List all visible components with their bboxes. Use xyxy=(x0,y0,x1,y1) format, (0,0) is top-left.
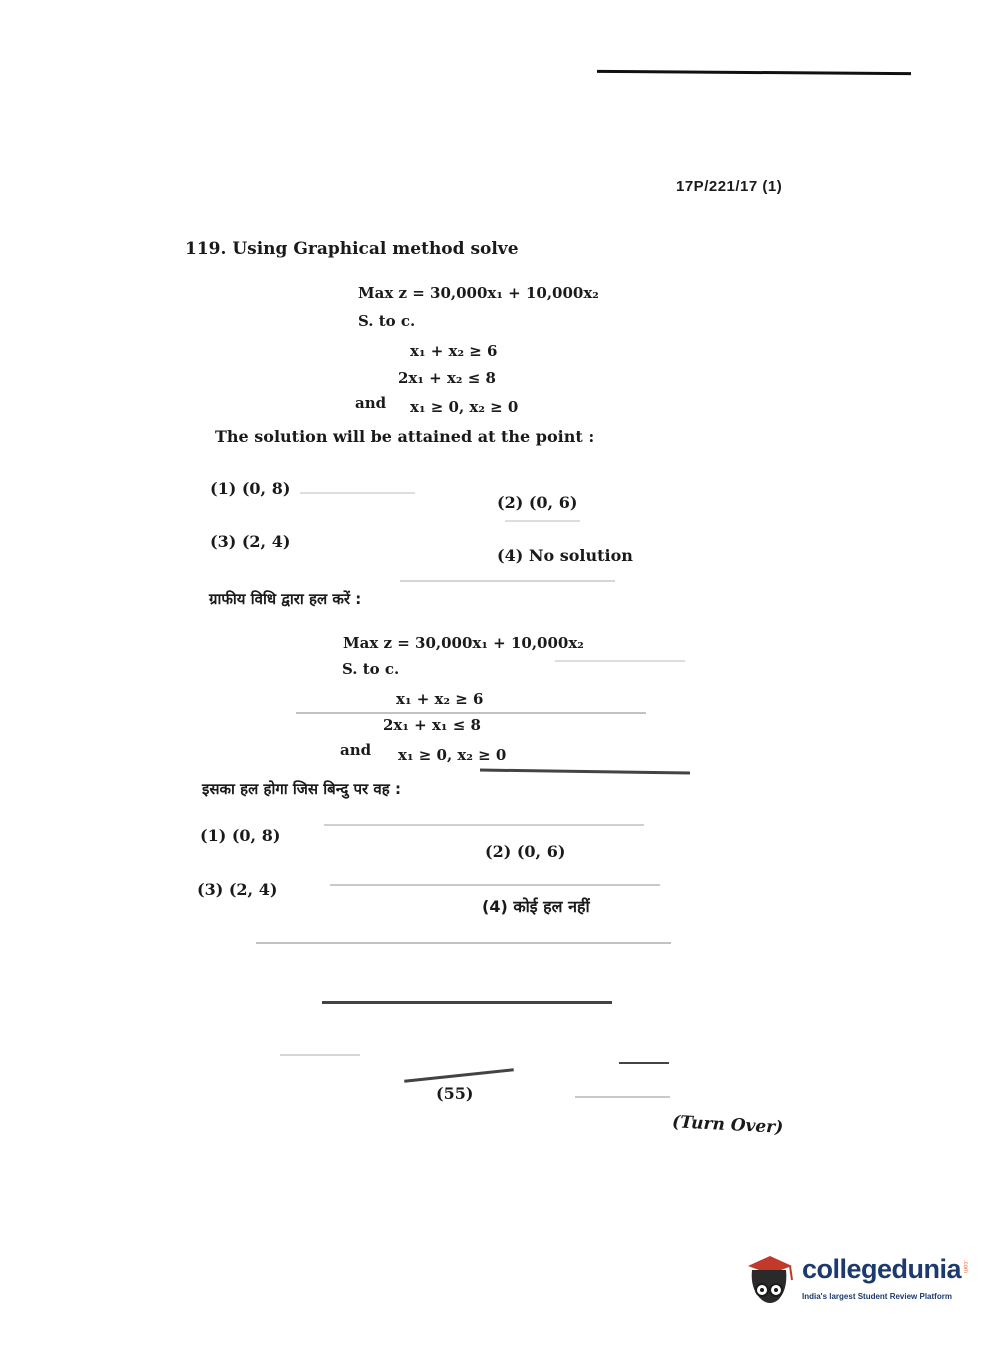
option-3-en: (3) (2, 4) xyxy=(210,532,291,551)
option-4-en: (4) No solution xyxy=(497,546,633,565)
scan-noise xyxy=(330,884,660,886)
mascot-icon xyxy=(742,1250,798,1308)
brand-name: collegedunia xyxy=(802,1254,962,1284)
scan-noise xyxy=(619,1062,669,1064)
option-3-hi: (3) (2, 4) xyxy=(197,880,278,899)
scan-noise xyxy=(296,712,646,714)
scan-noise xyxy=(256,942,671,944)
scan-noise xyxy=(480,769,690,775)
option-2-hi: (2) (0, 6) xyxy=(485,842,566,861)
question-prompt-en xyxy=(185,239,519,259)
turn-over-label: (Turn Over) xyxy=(671,1112,784,1138)
question-number: 119. xyxy=(185,239,227,259)
page-number: (55) xyxy=(436,1084,474,1103)
scan-noise xyxy=(404,1068,514,1082)
brand-domain: .com xyxy=(962,1260,968,1274)
scan-noise xyxy=(505,520,580,522)
question-stem-en: The solution will be attained at the point : xyxy=(215,427,595,446)
top-rule xyxy=(597,70,911,75)
scan-noise xyxy=(322,1001,612,1004)
and-label-en: and xyxy=(355,394,387,412)
option-2-en: (2) (0, 6) xyxy=(497,493,578,512)
nonneg-constraint-en: x₁ ≥ 0, x₂ ≥ 0 xyxy=(410,398,519,416)
nonneg-constraint-hi: x₁ ≥ 0, x₂ ≥ 0 xyxy=(398,746,507,764)
question-prompt-hi: ग्राफीय विधि द्वारा हल करें : xyxy=(209,590,362,608)
subject-to-hi: S. to c. xyxy=(342,660,400,678)
option-1-hi: (1) (0, 8) xyxy=(200,826,281,845)
scan-noise xyxy=(324,824,644,826)
brand-tagline: India's largest Student Review Platform xyxy=(802,1292,952,1301)
paper-code: 17P/221/17 (1) xyxy=(676,178,783,195)
constraint-1-hi: x₁ + x₂ ≥ 6 xyxy=(396,690,484,708)
option-1-en: (1) (0, 8) xyxy=(210,479,291,498)
scan-noise xyxy=(400,580,615,582)
subject-to-en: S. to c. xyxy=(358,312,416,330)
question-stem-hi: इसका हल होगा जिस बिन्दु पर वह : xyxy=(202,780,401,798)
objective-function-en: Max z = 30,000x₁ + 10,000x₂ xyxy=(358,284,599,302)
scan-noise xyxy=(555,660,685,662)
and-label-hi: and xyxy=(340,741,372,759)
question-prompt-text: Using Graphical method solve xyxy=(232,239,519,259)
constraint-1-en: x₁ + x₂ ≥ 6 xyxy=(410,342,498,360)
objective-function-hi: Max z = 30,000x₁ + 10,000x₂ xyxy=(343,634,584,652)
scan-noise xyxy=(300,492,415,494)
collegedunia-logo xyxy=(742,1250,972,1310)
option-4-hi: (4) कोई हल नहीं xyxy=(482,897,590,916)
scan-noise xyxy=(575,1096,670,1098)
constraint-2-hi: 2x₁ + x₁ ≤ 8 xyxy=(383,716,481,734)
scan-noise xyxy=(280,1054,360,1056)
constraint-2-en: 2x₁ + x₂ ≤ 8 xyxy=(398,369,496,387)
